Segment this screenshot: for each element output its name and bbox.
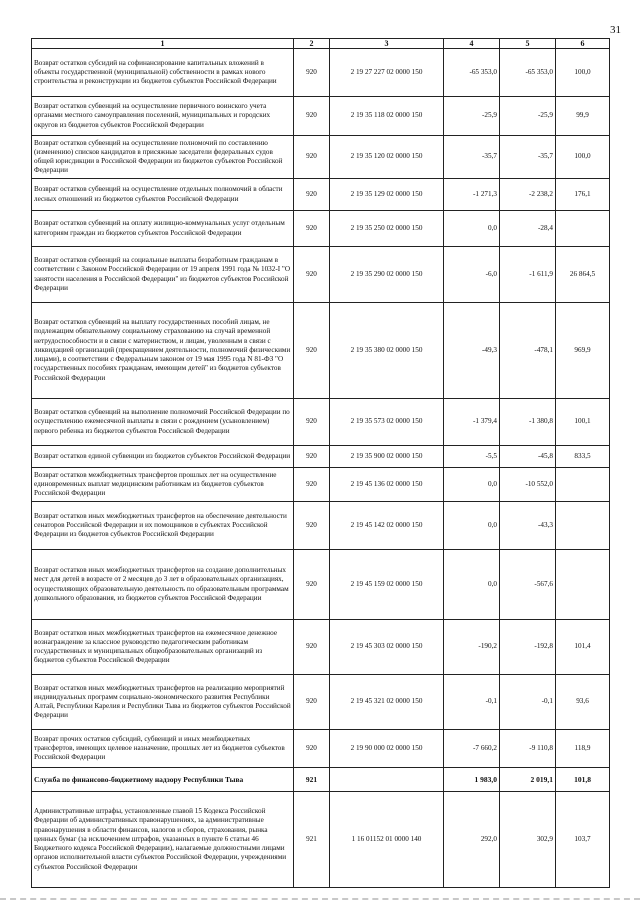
row-admin-code: 920 bbox=[294, 502, 330, 550]
column-header: 3 bbox=[330, 39, 444, 49]
row-description: Возврат остатков субвенций на осуществление первичного воинского учета органами местного самоуправления поселений, муниципальных и городских округов из бюджетов субъектов Российской Федерации bbox=[32, 97, 294, 136]
row-value-col4: -1 271,3 bbox=[444, 179, 500, 211]
row-admin-code: 920 bbox=[294, 446, 330, 468]
row-value-col6: 176,1 bbox=[556, 179, 610, 211]
row-budget-code bbox=[330, 768, 444, 792]
table-row bbox=[32, 730, 610, 768]
column-header: 6 bbox=[556, 39, 610, 49]
row-value-col5: -0,1 bbox=[500, 675, 556, 730]
row-value-col5: -43,3 bbox=[500, 502, 556, 550]
table-row bbox=[32, 179, 610, 211]
row-value-col4: -6,0 bbox=[444, 247, 500, 303]
page-cut-line bbox=[0, 898, 640, 903]
table-row-section-total bbox=[32, 768, 610, 792]
row-value-col4: -0,1 bbox=[444, 675, 500, 730]
row-value-col4: -25,9 bbox=[444, 97, 500, 136]
row-description: Служба по финансово-бюджетному надзору Республики Тыва bbox=[32, 768, 294, 792]
row-budget-code: 2 19 35 900 02 0000 150 bbox=[330, 446, 444, 468]
row-value-col5: -192,8 bbox=[500, 620, 556, 675]
row-value-col6: 99,9 bbox=[556, 97, 610, 136]
row-value-col5: -45,8 bbox=[500, 446, 556, 468]
row-value-col6 bbox=[556, 502, 610, 550]
row-description: Возврат остатков субвенций на осуществление отдельных полномочий в области лесных отношений из бюджетов субъектов Российской Федерации bbox=[32, 179, 294, 211]
row-budget-code: 2 19 35 118 02 0000 150 bbox=[330, 97, 444, 136]
row-budget-code: 2 19 90 000 02 0000 150 bbox=[330, 730, 444, 768]
row-budget-code: 2 19 45 159 02 0000 150 bbox=[330, 550, 444, 620]
row-value-col6 bbox=[556, 468, 610, 502]
row-value-col5: -567,6 bbox=[500, 550, 556, 620]
row-value-col6: 100,0 bbox=[556, 49, 610, 97]
row-description: Возврат остатков субвенций на оплату жилищно-коммунальных услуг отдельным категориям граждан из бюджетов субъектов Российской Федерации bbox=[32, 211, 294, 247]
row-value-col5: -1 380,8 bbox=[500, 399, 556, 446]
row-description: Возврат остатков иных межбюджетных трансфертов на обеспечение деятельности сенаторов Российской Федерации и их помощников в субъектах Российской Федерации из бюджетов субъектов Российской Федерации bbox=[32, 502, 294, 550]
row-admin-code: 921 bbox=[294, 768, 330, 792]
row-value-col5: -2 238,2 bbox=[500, 179, 556, 211]
row-admin-code: 920 bbox=[294, 468, 330, 502]
row-value-col5: -25,9 bbox=[500, 97, 556, 136]
row-value-col4: -190,2 bbox=[444, 620, 500, 675]
row-admin-code: 920 bbox=[294, 179, 330, 211]
table-row bbox=[32, 502, 610, 550]
row-value-col4: -35,7 bbox=[444, 136, 500, 179]
row-budget-code: 2 19 45 142 02 0000 150 bbox=[330, 502, 444, 550]
row-budget-code: 2 19 27 227 02 0000 150 bbox=[330, 49, 444, 97]
row-admin-code: 920 bbox=[294, 211, 330, 247]
row-value-col6: 26 864,5 bbox=[556, 247, 610, 303]
row-description: Возврат остатков иных межбюджетных трансфертов на создание дополнительных мест для детей в возрасте от 2 месяцев до 3 лет в образовательных организациях, осуществляющих образовательную деятельность по образовательным программам дошкольного образования, из бюджетов субъектов Российской Федерации bbox=[32, 550, 294, 620]
row-value-col5: -28,4 bbox=[500, 211, 556, 247]
table-row bbox=[32, 247, 610, 303]
row-value-col5: -478,1 bbox=[500, 303, 556, 399]
row-admin-code: 920 bbox=[294, 399, 330, 446]
row-budget-code: 2 19 45 136 02 0000 150 bbox=[330, 468, 444, 502]
row-budget-code: 2 19 35 250 02 0000 150 bbox=[330, 211, 444, 247]
row-value-col5: -10 552,0 bbox=[500, 468, 556, 502]
row-description: Возврат остатков субвенций на выполнение полномочий Российской Федерации по осуществлению ежемесячной выплаты в связи с рождением (усыновлением) первого ребенка из бюджетов субъектов Российской Федерации bbox=[32, 399, 294, 446]
table-row bbox=[32, 49, 610, 97]
row-budget-code: 1 16 01152 01 0000 140 bbox=[330, 792, 444, 888]
row-budget-code: 2 19 35 573 02 0000 150 bbox=[330, 399, 444, 446]
row-description: Возврат остатков иных межбюджетных трансфертов на ежемесячное денежное вознаграждение за классное руководство педагогическим работникам государственных и муниципальных общеобразовательных организаций из бюджетов субъектов Российской Федерации bbox=[32, 620, 294, 675]
row-value-col5: 2 019,1 bbox=[500, 768, 556, 792]
row-admin-code: 920 bbox=[294, 675, 330, 730]
row-budget-code: 2 19 35 380 02 0000 150 bbox=[330, 303, 444, 399]
row-value-col6: 833,5 bbox=[556, 446, 610, 468]
row-description: Возврат остатков субвенций на выплату государственных пособий лицам, не подлежащим обязательному социальному страхованию на случай временной нетрудоспособности и в связи с материнством, и лицам, уволенным в связи с ликвидацией организаций (прекращением деятельности, полномочий физическими лицами), в соответствии с Федеральным законом от 19 мая 1995 года N 81-ФЗ "О государственных пособиях гражданам, имеющим детей" из бюджетов субъектов Российской Федерации bbox=[32, 303, 294, 399]
row-admin-code: 920 bbox=[294, 730, 330, 768]
row-admin-code: 920 bbox=[294, 247, 330, 303]
row-value-col5: 302,9 bbox=[500, 792, 556, 888]
row-value-col5: -65 353,0 bbox=[500, 49, 556, 97]
row-description: Возврат остатков субсидий на софинансирование капитальных вложений в объекты государственной (муниципальной) собственности в рамках нового строительства и реконструкции из бюджетов субъектов Российской Федерации bbox=[32, 49, 294, 97]
row-admin-code: 920 bbox=[294, 49, 330, 97]
row-value-col6: 93,6 bbox=[556, 675, 610, 730]
table-row bbox=[32, 446, 610, 468]
table-row bbox=[32, 792, 610, 888]
column-header: 5 bbox=[500, 39, 556, 49]
row-value-col4: 0,0 bbox=[444, 550, 500, 620]
row-budget-code: 2 19 45 321 02 0000 150 bbox=[330, 675, 444, 730]
row-value-col6: 101,8 bbox=[556, 768, 610, 792]
table-row bbox=[32, 136, 610, 179]
row-value-col4: 1 983,0 bbox=[444, 768, 500, 792]
row-value-col4: -65 353,0 bbox=[444, 49, 500, 97]
row-value-col5: -1 611,9 bbox=[500, 247, 556, 303]
column-header: 2 bbox=[294, 39, 330, 49]
row-value-col4: -5,5 bbox=[444, 446, 500, 468]
row-value-col5: -35,7 bbox=[500, 136, 556, 179]
row-description: Административные штрафы, установленные главой 15 Кодекса Российской Федерации об административных правонарушениях, за административные правонарушения в области финансов, налогов и сборов, страхования, рынка ценных бумаг (за исключением штрафов, указанных в пункте 6 статьи 46 Бюджетного кодекса Российской Федерации), налагаемые должностными лицами органов исполнительной власти субъектов Российской Федерации, учреждениями субъектов Российской Федерации bbox=[32, 792, 294, 888]
row-value-col4: -1 379,4 bbox=[444, 399, 500, 446]
row-value-col4: 0,0 bbox=[444, 502, 500, 550]
row-value-col4: 0,0 bbox=[444, 468, 500, 502]
table-row bbox=[32, 211, 610, 247]
row-value-col4: 0,0 bbox=[444, 211, 500, 247]
row-admin-code: 920 bbox=[294, 550, 330, 620]
row-value-col4: 292,0 bbox=[444, 792, 500, 888]
row-value-col6: 100,0 bbox=[556, 136, 610, 179]
row-description: Возврат прочих остатков субсидий, субвенций и иных межбюджетных трансфертов, имеющих целевое назначение, прошлых лет из бюджетов субъектов Российской Федерации bbox=[32, 730, 294, 768]
row-description: Возврат остатков единой субвенции из бюджетов субъектов Российской Федерации bbox=[32, 446, 294, 468]
row-value-col6: 100,1 bbox=[556, 399, 610, 446]
row-budget-code: 2 19 35 120 02 0000 150 bbox=[330, 136, 444, 179]
row-budget-code: 2 19 35 290 02 0000 150 bbox=[330, 247, 444, 303]
table-row bbox=[32, 468, 610, 502]
row-admin-code: 920 bbox=[294, 97, 330, 136]
row-admin-code: 920 bbox=[294, 303, 330, 399]
column-header: 4 bbox=[444, 39, 500, 49]
row-admin-code: 921 bbox=[294, 792, 330, 888]
row-value-col6 bbox=[556, 211, 610, 247]
row-value-col6: 103,7 bbox=[556, 792, 610, 888]
table-row bbox=[32, 399, 610, 446]
row-description: Возврат остатков субвенций на социальные выплаты безработным гражданам в соответствии с Законом Российской Федерации от 19 апреля 1991 года № 1032-I "О занятости населения в Российской Федерации" из бюджетов субъектов Российской Федерации bbox=[32, 247, 294, 303]
table-row bbox=[32, 675, 610, 730]
row-value-col4: -7 660,2 bbox=[444, 730, 500, 768]
row-description: Возврат остатков субвенций на осуществление полномочий по составлению (изменению) списков кандидатов в присяжные заседатели федеральных судов общей юрисдикции в Российской Федерации из бюджетов субъектов Российской Федерации bbox=[32, 136, 294, 179]
page-number: 31 bbox=[610, 24, 621, 36]
row-value-col6: 118,9 bbox=[556, 730, 610, 768]
row-description: Возврат остатков иных межбюджетных трансфертов на реализацию мероприятий индивидуальных программ социально-экономического развития Республики Алтай, Республики Карелия и Республики Тыва из бюджетов субъектов Российской Федерации bbox=[32, 675, 294, 730]
row-description: Возврат остатков межбюджетных трансфертов прошлых лет на осуществление единовременных выплат медицинским работникам из бюджетов субъектов Российской Федерации bbox=[32, 468, 294, 502]
row-value-col6 bbox=[556, 550, 610, 620]
table-row bbox=[32, 620, 610, 675]
row-budget-code: 2 19 45 303 02 0000 150 bbox=[330, 620, 444, 675]
row-value-col4: -49,3 bbox=[444, 303, 500, 399]
column-header: 1 bbox=[32, 39, 294, 49]
row-admin-code: 920 bbox=[294, 620, 330, 675]
row-budget-code: 2 19 35 129 02 0000 150 bbox=[330, 179, 444, 211]
revenue-table bbox=[31, 38, 610, 888]
row-value-col5: -9 110,8 bbox=[500, 730, 556, 768]
row-admin-code: 920 bbox=[294, 136, 330, 179]
table-header-row bbox=[32, 39, 610, 49]
table-row bbox=[32, 97, 610, 136]
table-row bbox=[32, 550, 610, 620]
table-row bbox=[32, 303, 610, 399]
row-value-col6: 969,9 bbox=[556, 303, 610, 399]
row-value-col6: 101,4 bbox=[556, 620, 610, 675]
